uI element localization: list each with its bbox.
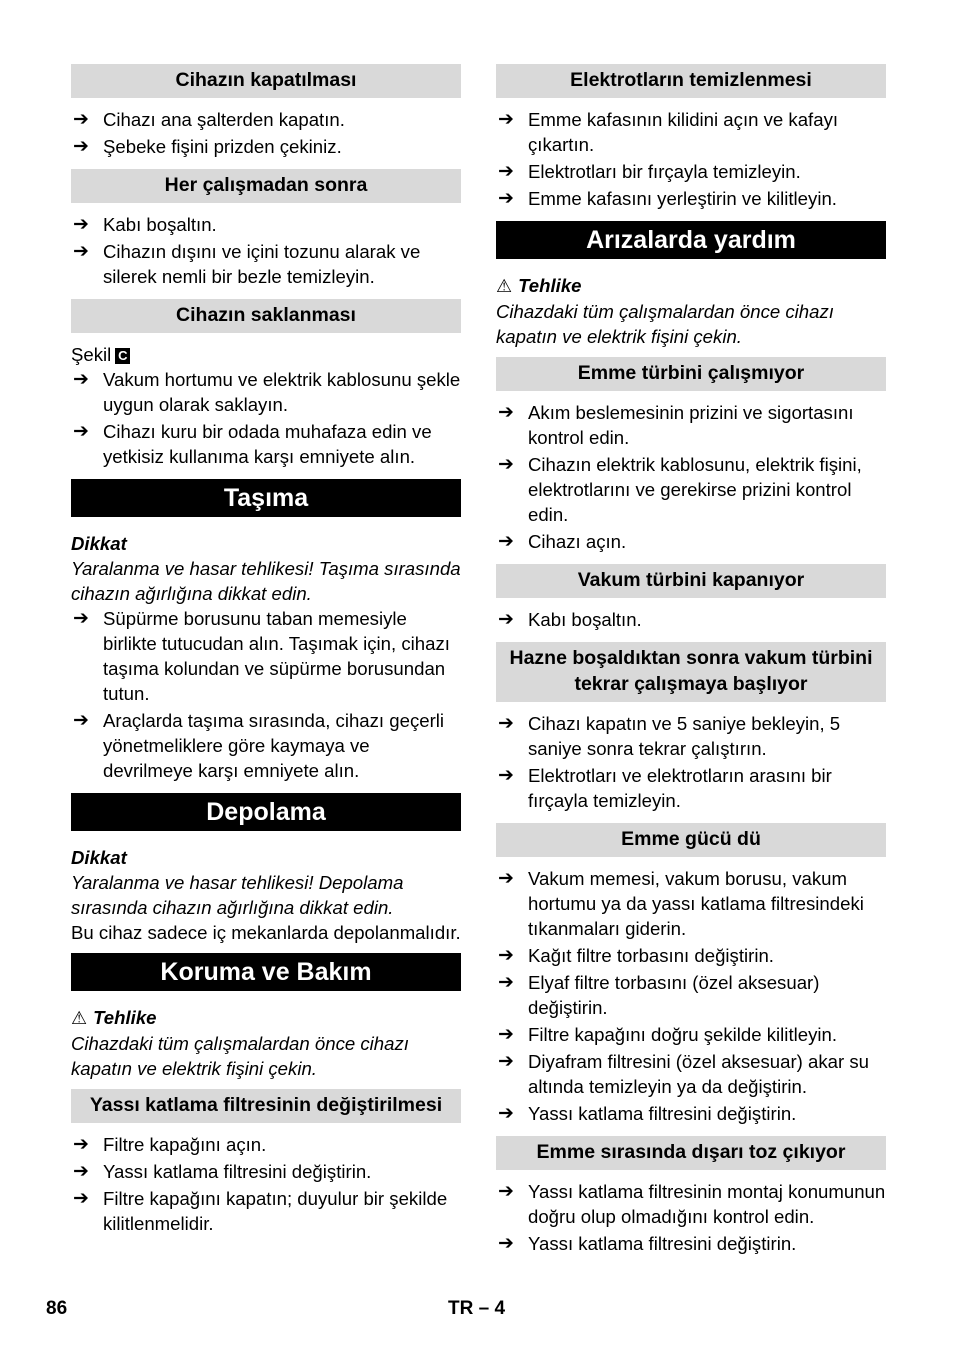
list-item [496,400,886,450]
danger-line [496,273,886,299]
list-item-text: Şebeke fişini prizden çekiniz. [103,136,342,157]
list-item [71,367,461,417]
arrow-right-icon: ➔ [73,109,89,130]
list-electrodes [496,107,886,211]
list-item-text: Cihazı açın. [528,531,627,552]
danger-label: Tehlike [518,275,582,296]
arrow-right-icon: ➔ [73,608,89,629]
arrow-right-icon: ➔ [498,765,514,786]
figure-label: Şekil [71,344,112,365]
list-dust-escapes [496,1179,886,1256]
section-heading-switch-off: Cihazın kapatılması [71,64,461,98]
list-item-text: Süpürme borusunu taban memesiyle birlikte tutucudan alın. Taşımak için, cihazı taşıma kolundan ve süpürme borusundan tutun. [103,608,450,704]
list-turbine-not-running [496,400,886,554]
section-heading-turbine-not-running: Emme türbini çalışmıyor [496,357,886,391]
list-item [496,529,886,554]
list-item [496,107,886,157]
arrow-right-icon: ➔ [498,713,514,734]
list-item-text: Emme kafasının kilidini açın ve kafayı çıkartın. [528,109,839,155]
figure-ref-box: C [115,348,130,364]
arrow-right-icon: ➔ [498,945,514,966]
list-item [71,1186,461,1236]
list-item [496,186,886,211]
list-item [71,107,461,132]
list-item-text: Cihazın elektrik kablosunu, elektrik fişini, elektrotlarını ve gerekirse prizini kontrol edin. [528,454,862,525]
list-item [496,1101,886,1126]
list-item-text: Elektrotları ve elektrotların arasını bir fırçayla temizleyin. [528,765,832,811]
arrow-right-icon: ➔ [498,1103,514,1124]
warning-triangle-icon: ⚠ [496,276,513,296]
arrow-right-icon: ➔ [498,188,514,209]
main-heading-troubleshooting: Arızalarda yardım [496,221,886,259]
arrow-right-icon: ➔ [498,1051,514,1072]
list-item [71,419,461,469]
list-item [496,711,886,761]
arrow-right-icon: ➔ [498,454,514,475]
list-item [496,763,886,813]
language-page-label: TR – 4 [448,1298,506,1319]
arrow-right-icon: ➔ [498,609,514,630]
arrow-right-icon: ➔ [498,109,514,130]
main-heading-transport: Taşıma [71,479,461,517]
arrow-right-icon: ➔ [73,136,89,157]
arrow-right-icon: ➔ [498,1024,514,1045]
list-item [496,1231,886,1256]
danger-line [71,1005,461,1031]
list-item-text: Kabı boşaltın. [528,609,642,630]
list-item [496,943,886,968]
arrow-right-icon: ➔ [498,402,514,423]
list-item-text: Cihazı ana şalterden kapatın. [103,109,345,130]
list-turbine-switches-off [496,607,886,632]
list-switch-off [71,107,461,159]
list-item [71,1132,461,1157]
list-item-text: Kabı boşaltın. [103,214,217,235]
list-item-text: Elyaf filtre torbasını (özel aksesuar) değiştirin. [528,972,820,1018]
arrow-right-icon: ➔ [73,369,89,390]
warning-triangle-icon: ⚠ [71,1008,88,1028]
list-suction-power [496,866,886,1126]
right-column [496,64,886,1266]
section-heading-turbine-restarts: Hazne boşaldıktan sonra vakum türbini tekrar çalışmaya başlıyor [496,642,886,702]
figure-reference [71,342,461,367]
list-storage-device [71,367,461,469]
list-transport [71,606,461,783]
list-item [71,134,461,159]
list-item-text: Akım beslemesinin prizini ve sigortasını kontrol edin. [528,402,854,448]
list-item [496,159,886,184]
arrow-right-icon: ➔ [498,868,514,889]
danger-text: Cihazdaki tüm çalışmalardan önce cihazı kapatın ve elektrik fişini çekin. [71,1033,409,1079]
main-heading-storage: Depolama [71,793,461,831]
list-item [71,239,461,289]
page-number: 86 [46,1298,68,1319]
list-item-text: Diyafram filtresini (özel aksesuar) akar su altında temizleyin ya da değiştirin. [528,1051,869,1097]
arrow-right-icon: ➔ [498,972,514,993]
list-item [496,1022,886,1047]
arrow-right-icon: ➔ [73,421,89,442]
list-item-text: Emme kafasını yerleştirin ve kilitleyin. [528,188,837,209]
list-item [496,970,886,1020]
list-item [496,607,886,632]
section-heading-after-work: Her çalışmadan sonra [71,169,461,203]
section-heading-dust-escapes: Emme sırasında dışarı toz çıkıyor [496,1136,886,1170]
list-item [496,452,886,527]
list-turbine-restarts [496,711,886,813]
arrow-right-icon: ➔ [498,531,514,552]
list-after-work [71,212,461,289]
arrow-right-icon: ➔ [498,1181,514,1202]
list-item-text: Filtre kapağını kapatın; duyulur bir şekilde kilitlenmelidir. [103,1188,448,1234]
arrow-right-icon: ➔ [73,214,89,235]
section-heading-storage-device: Cihazın saklanması [71,299,461,333]
list-item-text: Vakum hortumu ve elektrik kablosunu şekle uygun olarak saklayın. [103,369,461,415]
list-item-text: Filtre kapağını açın. [103,1134,267,1155]
list-item-text: Filtre kapağını doğru şekilde kilitleyin. [528,1024,838,1045]
list-item-text: Yassı katlama filtresini değiştirin. [528,1233,797,1254]
list-item [496,1179,886,1229]
arrow-right-icon: ➔ [73,710,89,731]
list-item [71,606,461,706]
storage-text: Bu cihaz sadece iç mekanlarda depolanmalıdır. [71,922,461,943]
main-heading-care: Koruma ve Bakım [71,953,461,991]
list-item-text: Vakum memesi, vakum borusu, vakum hortumu ya da yassı katlama filtresindeki tıkanmaları giderin. [528,868,864,939]
list-item-text: Elektrotları bir fırçayla temizleyin. [528,161,801,182]
caution-text: Yaralanma ve hasar tehlikesi! Taşıma sırasında cihazın ağırlığına dikkat edin. [71,558,461,604]
section-heading-turbine-switches-off: Vakum türbini kapanıyor [496,564,886,598]
list-item [71,708,461,783]
list-item-text: Cihazın dışını ve içini tozunu alarak ve silerek nemli bir bezle temizleyin. [103,241,421,287]
danger-text: Cihazdaki tüm çalışmalardan önce cihazı kapatın ve elektrik fişini çekin. [496,301,834,347]
list-filter-change [71,1132,461,1236]
arrow-right-icon: ➔ [73,1161,89,1182]
list-item-text: Yassı katlama filtresinin montaj konumunun doğru olup olmadığını kontrol edin. [528,1181,886,1227]
caution-label: Dikkat [71,533,127,554]
section-heading-filter-change: Yassı katlama filtresinin değiştirilmesi [71,1089,461,1123]
section-heading-electrodes: Elektrotların temizlenmesi [496,64,886,98]
caution-label: Dikkat [71,847,127,868]
list-item-text: Kağıt filtre torbasını değiştirin. [528,945,774,966]
list-item [496,1049,886,1099]
list-item-text: Yassı katlama filtresini değiştirin. [528,1103,797,1124]
list-item-text: Cihazı kuru bir odada muhafaza edin ve yetkisiz kullanıma karşı emniyete alın. [103,421,432,467]
arrow-right-icon: ➔ [498,1233,514,1254]
arrow-right-icon: ➔ [73,1188,89,1209]
caution-text: Yaralanma ve hasar tehlikesi! Depolama sırasında cihazın ağırlığına dikkat edin. [71,872,404,918]
danger-label: Tehlike [93,1007,157,1028]
list-item-text: Araçlarda taşıma sırasında, cihazı geçerli yönetmeliklere göre kaymaya ve devrilmeye karşı emniyete alın. [103,710,445,781]
arrow-right-icon: ➔ [73,241,89,262]
list-item [71,212,461,237]
arrow-right-icon: ➔ [498,161,514,182]
list-item [71,1159,461,1184]
list-item [496,866,886,941]
list-item-text: Yassı katlama filtresini değiştirin. [103,1161,372,1182]
list-item-text: Cihazı kapatın ve 5 saniye bekleyin, 5 saniye sonra tekrar çalıştırın. [528,713,841,759]
arrow-right-icon: ➔ [73,1134,89,1155]
section-heading-suction-power: Emme gücü dü [496,823,886,857]
left-column [71,64,461,1246]
